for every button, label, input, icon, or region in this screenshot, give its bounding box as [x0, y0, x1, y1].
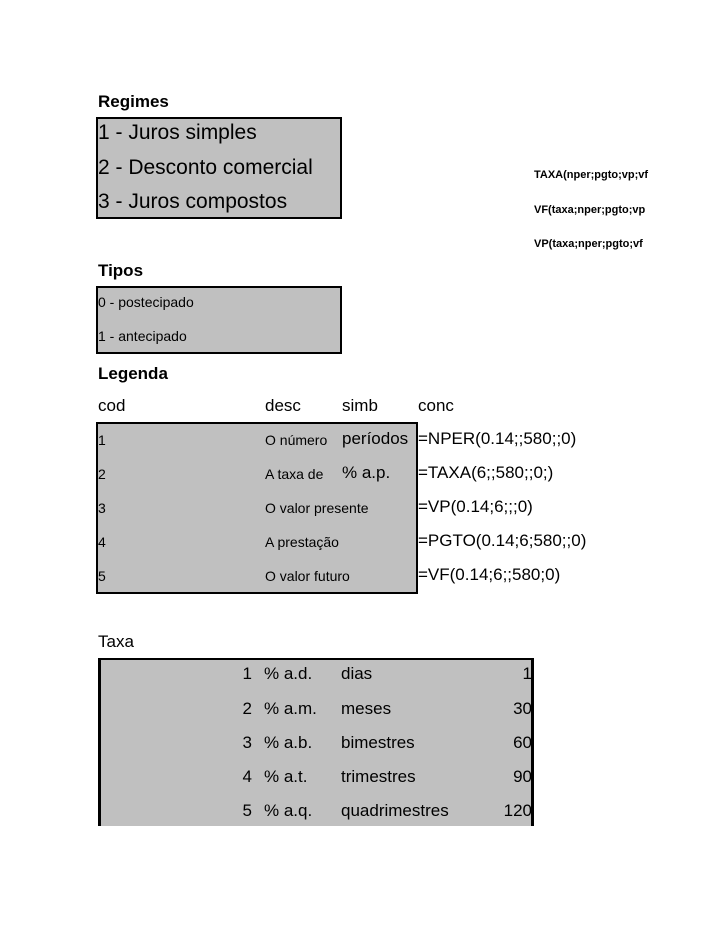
tipos-title: Tipos	[98, 261, 144, 280]
function-hint-vp: VP(taxa;nper;pgto;vf	[534, 238, 643, 250]
taxa-days-1: 1	[522, 664, 532, 683]
legenda-desc-2: A taxa de	[265, 466, 324, 482]
legenda-conc-1: =NPER(0.14;;580;;0)	[418, 429, 577, 448]
legenda-conc-5: =VF(0.14;6;;580;0)	[418, 565, 561, 584]
regime-item-3: 3 - Juros compostos	[98, 190, 288, 213]
taxa-title: Taxa	[98, 632, 134, 651]
taxa-days-2: 30	[513, 699, 532, 718]
regime-item-1: 1 - Juros simples	[98, 121, 257, 144]
taxa-simb-2: % a.m.	[264, 699, 317, 718]
taxa-days-4: 90	[513, 767, 532, 786]
tipo-item-0: 0 - postecipado	[98, 294, 194, 310]
taxa-simb-5: % a.q.	[264, 801, 313, 820]
legenda-cod-1: 1	[98, 432, 106, 448]
legenda-desc-4: A prestação	[265, 534, 339, 550]
regimes-title: Regimes	[98, 92, 169, 111]
legenda-cod-4: 4	[98, 534, 106, 550]
legenda-header-conc: conc	[418, 396, 454, 415]
regime-item-2: 2 - Desconto comercial	[98, 156, 313, 179]
taxa-n-1: 1	[242, 664, 252, 683]
taxa-unit-2: meses	[341, 699, 392, 718]
legenda-simb-2: % a.p.	[342, 463, 391, 482]
taxa-days-3: 60	[513, 733, 532, 752]
taxa-unit-4: trimestres	[341, 767, 416, 786]
taxa-n-2: 2	[242, 699, 252, 718]
legenda-header-desc: desc	[265, 396, 301, 415]
taxa-days-5: 120	[503, 801, 532, 820]
legenda-desc-3: O valor presente	[265, 500, 369, 516]
function-hint-taxa: TAXA(nper;pgto;vp;vf	[534, 169, 649, 181]
legenda-cod-3: 3	[98, 500, 106, 516]
tipo-item-1: 1 - antecipado	[98, 328, 187, 344]
legenda-conc-2: =TAXA(6;;580;;0;)	[418, 463, 554, 482]
taxa-unit-1: dias	[341, 664, 373, 683]
taxa-simb-3: % a.b.	[264, 733, 313, 752]
legenda-title: Legenda	[98, 364, 168, 383]
legenda-header-simb: simb	[342, 396, 378, 415]
legenda-cod-5: 5	[98, 568, 106, 584]
legenda-simb-1: períodos	[342, 429, 409, 448]
legenda-conc-3: =VP(0.14;6;;;0)	[418, 497, 533, 516]
legenda-header-cod: cod	[98, 396, 126, 415]
taxa-simb-1: % a.d.	[264, 664, 313, 683]
taxa-n-4: 4	[242, 767, 252, 786]
legenda-desc-5: O valor futuro	[265, 568, 350, 584]
taxa-simb-4: % a.t.	[264, 767, 308, 786]
taxa-unit-5: quadrimestres	[341, 801, 449, 820]
legenda-cod-2: 2	[98, 466, 106, 482]
legenda-desc-1: O número	[265, 432, 328, 448]
taxa-n-3: 3	[242, 733, 252, 752]
legenda-conc-4: =PGTO(0.14;6;580;;0)	[418, 531, 587, 550]
taxa-n-5: 5	[242, 801, 252, 820]
function-hint-vf: VF(taxa;nper;pgto;vp	[534, 204, 646, 216]
taxa-unit-3: bimestres	[341, 733, 415, 752]
